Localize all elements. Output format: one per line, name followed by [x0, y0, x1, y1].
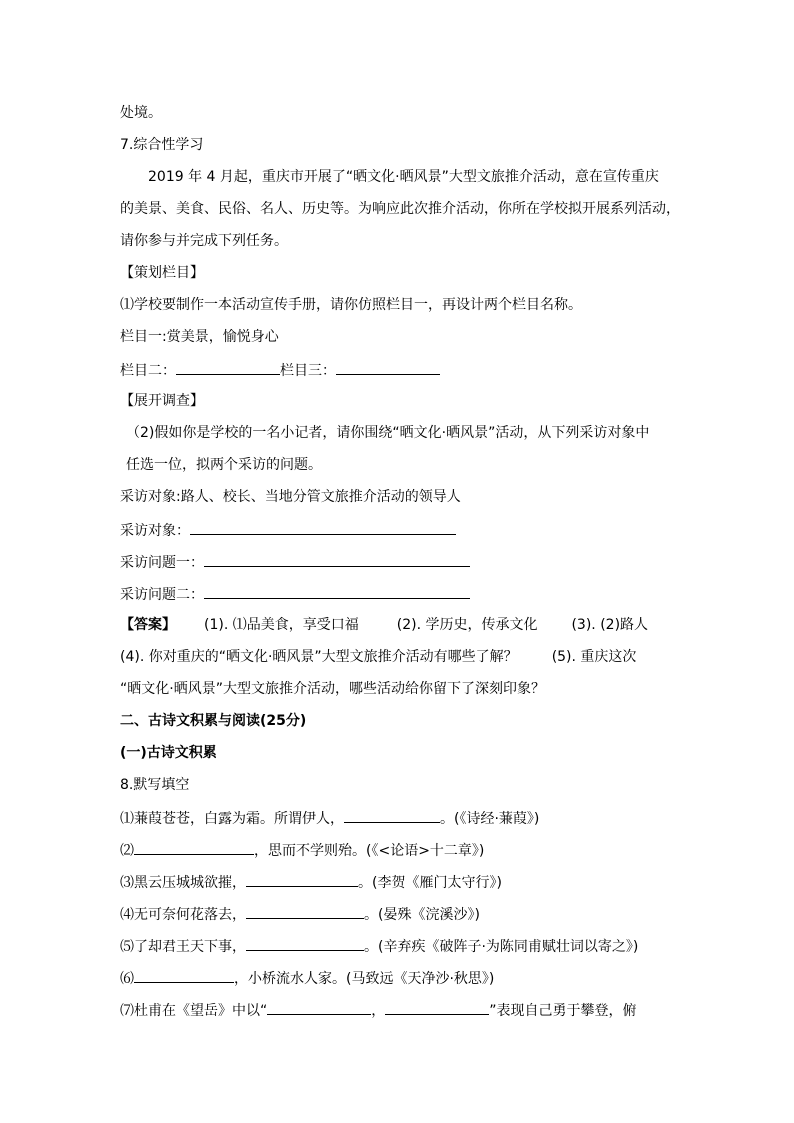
section-label-planning: 【策划栏目】	[120, 265, 204, 281]
answer-item: (5). 重庆这次	[551, 649, 637, 665]
section-heading: 二、古诗文积累与阅读(25分)	[120, 713, 307, 729]
poem-source: 。(《诗经·蒹葭》)	[440, 811, 540, 827]
poem-text: ⑴蒹葭苍苍，白露为霜。所谓伊人，	[120, 811, 344, 827]
answer-item: (1). ⑴品美食，享受口福	[204, 617, 359, 633]
answer-blank[interactable]	[134, 967, 234, 983]
column-blanks-line	[120, 359, 440, 381]
answer-blank[interactable]	[267, 999, 371, 1015]
question-two-line	[120, 583, 470, 605]
paragraph-line: 任选一位，拟两个采访的问题。	[126, 457, 322, 473]
poem-source: 。(晏殊《浣溪沙》)	[364, 907, 480, 923]
fill-blank-item	[120, 903, 480, 925]
poem-text: ⑸了却君王天下事，	[120, 939, 246, 955]
paragraph-line: 2019 年 4 月起，重庆市开展了“晒文化·晒风景”大型文旅推介活动，意在宣传重庆	[148, 169, 659, 185]
column-two-label: 栏目二：	[120, 363, 176, 379]
poem-source: ，思而不学则殆。(《<论语>十二章》)	[254, 843, 485, 859]
answer-blank[interactable]	[134, 839, 254, 855]
poem-text: ”表现自己勇于攀登，俯	[489, 1003, 637, 1019]
poem-text: ⑹	[120, 971, 134, 987]
answer-blank[interactable]	[176, 359, 280, 375]
answer-line	[120, 647, 636, 667]
question-8-heading: 8.默写填空	[120, 777, 190, 793]
subsection-heading: (一)古诗文积累	[120, 745, 217, 761]
question-one-label: 采访问题一：	[120, 555, 204, 571]
question-two-label: 采访问题二：	[120, 587, 204, 603]
paragraph-line: 的美景、美食、民俗、名人、历史等。为响应此次推介活动，你所在学校拟开展系列活动，	[120, 201, 680, 217]
poem-text: ⑷无可奈何花落去，	[120, 907, 246, 923]
interviewee-options: 采访对象:路人、校长、当地分管文旅推介活动的领导人	[120, 489, 461, 505]
answer-item: (3). (2)路人	[571, 617, 649, 633]
answer-blank[interactable]	[190, 519, 456, 535]
fill-blank-item	[120, 871, 502, 893]
fill-blank-item	[120, 935, 638, 957]
question-7-heading: 7.综合性学习	[120, 137, 204, 153]
paragraph-line: 请你参与并完成下列任务。	[120, 233, 288, 249]
interviewee-line	[120, 519, 456, 541]
sub-question-2: （2)假如你是学校的一名小记者，请你围绕“晒文化·晒风景”活动，从下列采访对象中	[126, 425, 650, 441]
answer-blank[interactable]	[385, 999, 489, 1015]
text-line: 处境。	[120, 105, 162, 121]
fill-blank-item	[120, 967, 494, 989]
answer-line: “晒文化·晒风景”大型文旅推介活动，哪些活动给你留下了深刻印象？	[120, 681, 545, 697]
poem-source: 。(李贺《雁门太守行》)	[358, 875, 502, 891]
poem-source: ，小桥流水人家。(马致远《天净沙·秋思》)	[234, 971, 495, 987]
poem-text: ⑶黑云压城城欲摧，	[120, 875, 246, 891]
poem-text: ⑵	[120, 843, 134, 859]
fill-blank-item	[120, 839, 484, 861]
poem-source: 。(辛弃疾《破阵子·为陈同甫赋壮词以寄之》)	[364, 939, 639, 955]
answer-blank[interactable]	[246, 935, 364, 951]
answer-blank[interactable]	[344, 807, 440, 823]
answer-label: 【答案】	[120, 617, 176, 633]
poem-text: ，	[371, 1003, 386, 1019]
fill-blank-item	[120, 999, 637, 1021]
interviewee-label: 采访对象：	[120, 523, 190, 539]
answer-blank[interactable]	[336, 359, 440, 375]
sub-question-1: ⑴学校要制作一本活动宣传手册，请你仿照栏目一，再设计两个栏目名称。	[120, 297, 582, 313]
column-one-example: 栏目一:赏美景，愉悦身心	[120, 329, 279, 345]
answer-blank[interactable]	[246, 903, 364, 919]
answer-blank[interactable]	[204, 551, 470, 567]
answer-blank[interactable]	[246, 871, 358, 887]
section-label-survey: 【展开调查】	[120, 393, 204, 409]
answer-blank[interactable]	[204, 583, 470, 599]
answer-line	[120, 615, 648, 635]
column-three-label: 栏目三：	[280, 363, 336, 379]
answer-item: (2). 学历史，传承文化	[396, 617, 538, 633]
fill-blank-item	[120, 807, 539, 829]
answer-item: (4). 你对重庆的“晒文化·晒风景”大型文旅推介活动有哪些了解？	[120, 649, 518, 665]
question-one-line	[120, 551, 470, 573]
poem-text: ⑺杜甫在《望岳》中以“	[120, 1003, 268, 1019]
